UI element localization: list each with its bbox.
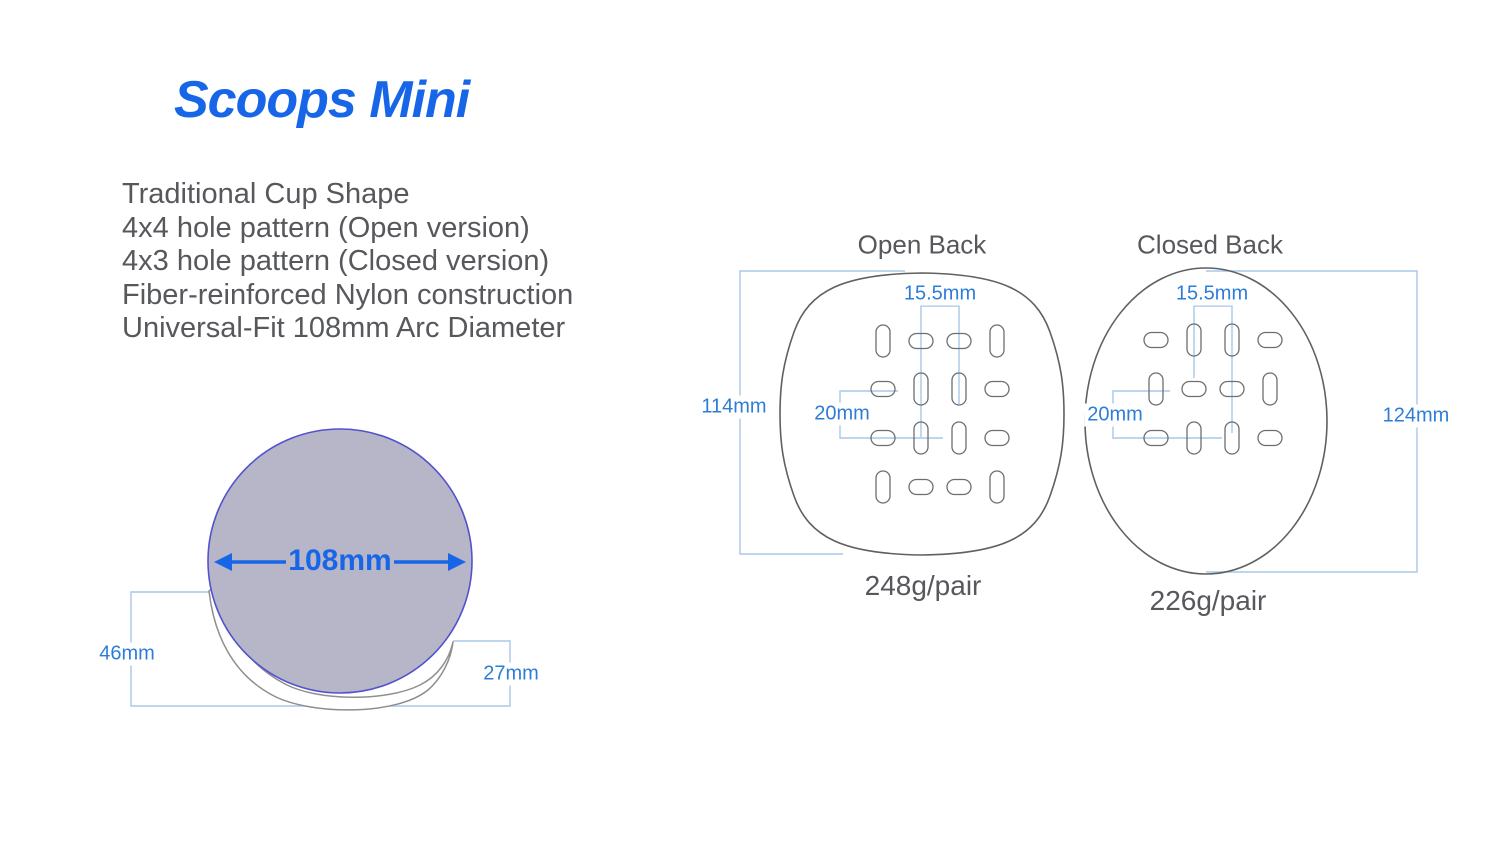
- vent-hole: [1258, 333, 1282, 348]
- vent-hole: [876, 325, 890, 357]
- vent-hole: [1258, 431, 1282, 446]
- feature-item: Fiber-reinforced Nylon construction: [122, 278, 574, 311]
- open-col-spacing-bracket: [921, 306, 959, 437]
- open-back-weight: 248g/pair: [864, 570, 982, 601]
- open-row-spacing-dimension: 20mm: [811, 403, 873, 426]
- vent-hole: [871, 382, 895, 397]
- cup-depth-dimension: 27mm: [480, 663, 542, 686]
- feature-item: 4x3 hole pattern (Closed version): [122, 245, 550, 277]
- vent-hole: [990, 325, 1004, 357]
- closed-back-label: Closed Back: [1137, 229, 1283, 260]
- vent-hole: [952, 422, 966, 454]
- closed-row-spacing-dimension: 20mm: [1084, 404, 1146, 427]
- open-col-spacing-dimension: 15.5mm: [901, 283, 979, 306]
- vent-hole: [985, 382, 1009, 397]
- vent-hole: [1144, 333, 1168, 348]
- vent-hole: [985, 431, 1009, 446]
- closed-back-weight: 226g/pair: [1149, 585, 1267, 616]
- feature-item: Universal-Fit 108mm Arc Diameter: [122, 312, 566, 344]
- open-back-hole-grid: [871, 325, 1009, 503]
- open-height-dimension: 114mm: [698, 396, 769, 419]
- vent-hole: [1263, 373, 1277, 405]
- vent-hole: [876, 471, 890, 503]
- product-title: Scoops Mini: [174, 71, 470, 129]
- closed-col-spacing-dimension: 15.5mm: [1173, 283, 1251, 306]
- diameter-dimension: 108mm: [288, 544, 392, 577]
- vent-hole: [990, 471, 1004, 503]
- cup-height-dimension: 46mm: [96, 643, 158, 666]
- open-back-label: Open Back: [857, 229, 987, 260]
- vent-hole: [1149, 373, 1163, 405]
- feature-item: 4x4 hole pattern (Open version): [122, 211, 530, 244]
- closed-height-dimension: 124mm: [1380, 405, 1453, 428]
- feature-item: Traditional Cup Shape: [122, 178, 410, 210]
- vent-hole: [947, 480, 971, 495]
- vent-hole: [909, 480, 933, 495]
- feature-list: [122, 178, 573, 346]
- closed-col-spacing-bracket: [1194, 306, 1232, 433]
- closed-back-hole-grid: [1144, 324, 1282, 454]
- vent-hole: [1182, 382, 1206, 397]
